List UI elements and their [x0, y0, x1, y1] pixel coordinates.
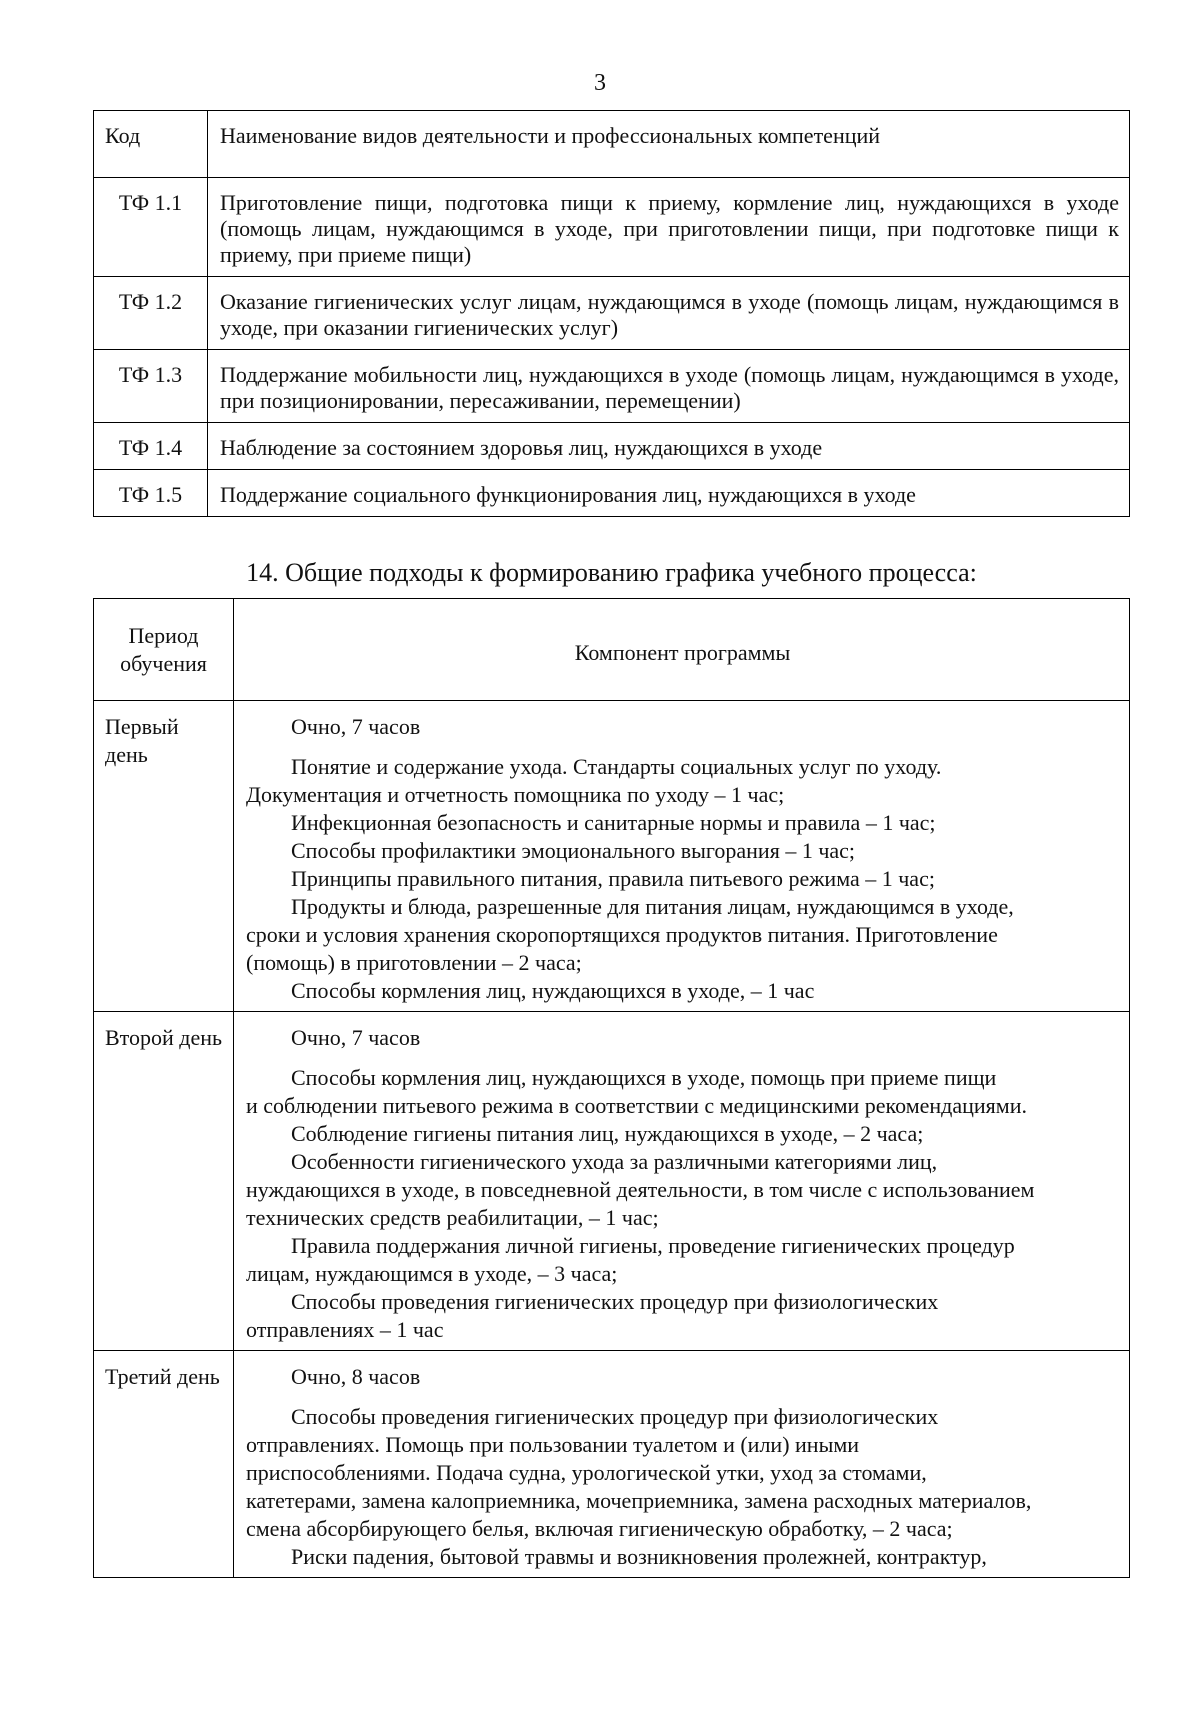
section-heading: 14. Общие подходы к формированию графика учебного процесса:	[246, 558, 977, 587]
topic-line: нуждающихся в уходе, в повседневной деятельности, в том числе с использованием	[246, 1177, 1035, 1202]
topic-line: Соблюдение гигиены питания лиц, нуждающихся в уходе, – 2 часа;	[291, 1121, 924, 1146]
row-name: Поддержание мобильности лиц, нуждающихся в уходе (помощь лицам, нуждающимся в уходе, при позиционировании, пересаживании, перемещении)	[208, 350, 1130, 423]
row-name: Приготовление пищи, подготовка пищи к приему, кормление лиц, нуждающихся в уходе (помощь лицам, нуждающимся в уходе, при приготовлении пищи, при подготовке пищи к приему, при приеме пищи)	[208, 178, 1130, 277]
topic-line: лицам, нуждающимся в уходе, – 3 часа;	[246, 1261, 618, 1286]
table-row	[94, 277, 1130, 350]
day-topics	[246, 1064, 1119, 1344]
day-mode: Очно, 7 часов	[291, 714, 421, 739]
topic-line: Правила поддержания личной гигиены, проведение гигиенических процедур	[291, 1233, 1015, 1258]
topic-paragraph	[246, 1232, 1119, 1288]
topic-paragraph	[246, 865, 1119, 893]
day-row	[94, 701, 1130, 1012]
row-code: ТФ 1.4	[94, 423, 208, 470]
row-code: ТФ 1.1	[94, 178, 208, 277]
topic-line: приспособлениями. Подача судна, урологической утки, уход за стомами,	[246, 1460, 927, 1485]
competence-table	[93, 110, 1130, 517]
day-period: Первый день	[94, 701, 234, 1012]
day-row	[94, 1351, 1130, 1578]
topic-paragraph	[246, 1064, 1119, 1120]
row-name: Наблюдение за состоянием здоровья лиц, нуждающихся в уходе	[208, 423, 1130, 470]
table-row	[94, 178, 1130, 277]
topic-paragraph	[246, 1288, 1119, 1344]
day-content	[234, 701, 1130, 1012]
column-header-name: Наименование видов деятельности и профессиональных компетенций	[208, 111, 1130, 178]
topic-line: сроки и условия хранения скоропортящихся продуктов питания. Приготовление	[246, 922, 998, 947]
day-topics	[246, 1403, 1119, 1571]
topic-line: Особенности гигиенического ухода за различными категориями лиц,	[291, 1149, 938, 1174]
day-content	[234, 1012, 1130, 1351]
topic-line: Инфекционная безопасность и санитарные нормы и правила – 1 час;	[291, 810, 936, 835]
table-header-row	[94, 111, 1130, 178]
topic-line: Способы кормления лиц, нуждающихся в уходе, – 1 час	[291, 978, 815, 1003]
topic-paragraph	[246, 753, 1119, 809]
table-row	[94, 350, 1130, 423]
day-topics	[246, 753, 1119, 1005]
topic-line: технических средств реабилитации, – 1 час;	[246, 1205, 659, 1230]
topic-line: Способы проведения гигиенических процедур при физиологических	[291, 1404, 939, 1429]
topic-paragraph	[246, 1403, 1119, 1543]
row-name: Оказание гигиенических услуг лицам, нуждающимся в уходе (помощь лицам, нуждающимся в уходе, при оказании гигиенических услуг)	[208, 277, 1130, 350]
topic-line: катетерами, замена калоприемника, мочеприемника, замена расходных материалов,	[246, 1488, 1032, 1513]
topic-line: Риски падения, бытовой травмы и возникновения пролежней, контрактур,	[291, 1544, 987, 1569]
row-code: ТФ 1.3	[94, 350, 208, 423]
topic-line: Способы проведения гигиенических процедур при физиологических	[291, 1289, 939, 1314]
topic-paragraph	[246, 1120, 1119, 1148]
topic-paragraph	[246, 809, 1119, 837]
day-mode: Очно, 8 часов	[291, 1364, 421, 1389]
column-header-code: Код	[94, 111, 208, 178]
day-period: Третий день	[94, 1351, 234, 1578]
topic-line: Способы кормления лиц, нуждающихся в уходе, помощь при приеме пищи	[291, 1065, 997, 1090]
topic-line: Понятие и содержание ухода. Стандарты социальных услуг по уходу.	[291, 754, 942, 779]
topic-paragraph	[246, 977, 1119, 1005]
topic-paragraph	[246, 1148, 1119, 1232]
day-mode: Очно, 7 часов	[291, 1025, 421, 1050]
table-row	[94, 470, 1130, 517]
topic-line: Документация и отчетность помощника по уходу – 1 час;	[246, 782, 785, 807]
day-period: Второй день	[94, 1012, 234, 1351]
column-header-period: Период обучения	[94, 599, 234, 701]
schedule-table	[93, 598, 1130, 1578]
page-number: 3	[594, 70, 606, 96]
column-header-component: Компонент программы	[234, 599, 1130, 701]
row-code: ТФ 1.5	[94, 470, 208, 517]
topic-paragraph	[246, 837, 1119, 865]
topic-line: отправлениях. Помощь при пользовании туалетом и (или) иными	[246, 1432, 860, 1457]
day-row	[94, 1012, 1130, 1351]
topic-line: отправлениях – 1 час	[246, 1317, 444, 1342]
row-code: ТФ 1.2	[94, 277, 208, 350]
table-header-row	[94, 599, 1130, 701]
topic-line: Принципы правильного питания, правила питьевого режима – 1 час;	[291, 866, 935, 891]
topic-line: Продукты и блюда, разрешенные для питания лицам, нуждающимся в уходе,	[291, 894, 1014, 919]
topic-paragraph	[246, 1543, 1119, 1571]
topic-line: (помощь) в приготовлении – 2 часа;	[246, 950, 582, 975]
topic-line: смена абсорбирующего белья, включая гигиеническую обработку, – 2 часа;	[246, 1516, 953, 1541]
row-name: Поддержание социального функционирования лиц, нуждающихся в уходе	[208, 470, 1130, 517]
topic-line: и соблюдении питьевого режима в соответствии с медицинскими рекомендациями.	[246, 1093, 1027, 1118]
table-row	[94, 423, 1130, 470]
topic-paragraph	[246, 893, 1119, 977]
topic-line: Способы профилактики эмоционального выгорания – 1 час;	[291, 838, 856, 863]
day-content	[234, 1351, 1130, 1578]
